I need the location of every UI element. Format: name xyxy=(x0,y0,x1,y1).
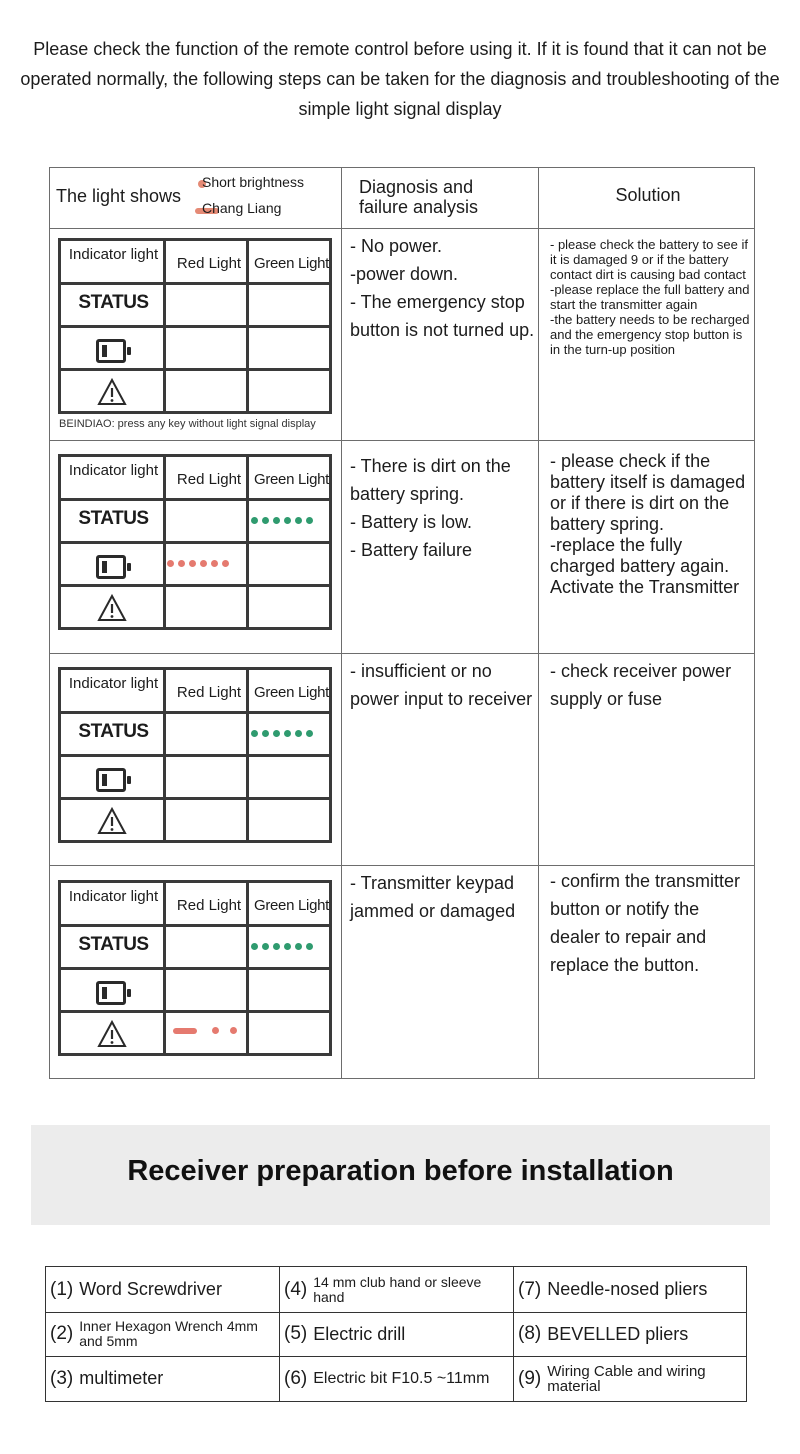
green-short-flash-dots xyxy=(251,517,313,524)
header-light-shows: The light shows xyxy=(56,186,182,206)
solution-text: - confirm the transmitter button or notify the dealer to repair and replace the button. xyxy=(550,871,741,975)
green-short-flash-dots xyxy=(251,730,313,737)
tool-item: (6) Electric bit F10.5 ~11mm xyxy=(284,1367,490,1389)
status-label: STATUS xyxy=(78,721,149,742)
indicator-light-label: Indicator light xyxy=(68,462,159,479)
solution-text: - check receiver power supply or fuse xyxy=(550,661,732,709)
table-divider xyxy=(50,653,754,654)
solution-text: - please check the battery to see if it is damaged 9 or if the battery contact dirt is causing bad contact -please replace the full battery and start the transmitter again -the battery needs to be recharged and the emergency stop button is in the turn-up position xyxy=(550,237,750,357)
legend-short: Short brightness xyxy=(202,174,304,190)
troubleshooting-table xyxy=(49,167,755,1079)
tool-item: (2) Inner Hexagon Wrench 4mm and 5mm xyxy=(50,1318,258,1349)
diagnosis-text: - No power. -power down. - The emergency stop button is not turned up. xyxy=(350,236,535,340)
red-short-flash-dots xyxy=(167,560,229,567)
tool-item: (4) 14 mm club hand or sleeve hand xyxy=(284,1273,482,1305)
tool-item: (7) Needle-nosed pliers xyxy=(518,1278,708,1300)
table-divider xyxy=(50,865,754,866)
table-divider xyxy=(538,168,539,1078)
tool-item: (5) Electric drill xyxy=(284,1323,406,1344)
table-divider xyxy=(341,168,342,1078)
status-label: STATUS xyxy=(78,934,149,955)
battery-icon xyxy=(96,339,126,363)
note-text: BEINDIAO: press any key without light signal display xyxy=(59,418,316,430)
status-label: STATUS xyxy=(78,292,149,313)
red-short-dot-icon xyxy=(212,1027,219,1034)
section-title: Receiver preparation before installation xyxy=(127,1155,674,1187)
status-label: STATUS xyxy=(78,508,149,529)
warning-icon xyxy=(97,593,127,623)
warning-icon xyxy=(97,1019,127,1049)
indicator-light-label: Indicator light xyxy=(68,888,159,905)
green-short-flash-dots xyxy=(251,943,313,950)
red-light-label: Red Light xyxy=(176,897,242,914)
tool-item: (3) multimeter xyxy=(50,1367,164,1389)
red-light-label: Red Light xyxy=(176,471,242,488)
green-light-label: Green Light xyxy=(253,255,330,272)
indicator-grid xyxy=(58,238,332,414)
table-divider xyxy=(50,440,754,441)
tool-item: (1) Word Screwdriver xyxy=(50,1278,222,1300)
indicator-light-label: Indicator light xyxy=(68,675,159,692)
solution-text: - please check if the battery itself is damaged or if there is dirt on the battery spring. -replace the fully charged battery again. Activate the Transmitter xyxy=(550,451,746,597)
intro-text: Please check the function of the remote control before using it. If it is found that it can not be operated normally, the following steps can be taken for the diagnosis and troubleshooting of the simple light signal display xyxy=(20,39,780,119)
warning-icon xyxy=(97,806,127,836)
indicator-grid xyxy=(58,667,332,843)
green-light-label: Green Light xyxy=(253,471,330,488)
table-divider xyxy=(50,228,754,229)
red-long-dash-icon xyxy=(173,1028,197,1034)
diagnosis-text: - Transmitter keypad jammed or damaged xyxy=(350,873,516,921)
indicator-grid xyxy=(58,880,332,1056)
section-banner xyxy=(31,1125,770,1225)
red-short-dot-icon xyxy=(230,1027,237,1034)
red-light-label: Red Light xyxy=(176,684,242,701)
battery-icon xyxy=(96,555,126,579)
indicator-grid xyxy=(58,454,332,630)
red-light-label: Red Light xyxy=(176,255,242,272)
legend-long: Chang Liang xyxy=(202,200,282,216)
header-diagnosis: Diagnosis and failure analysis xyxy=(359,177,479,217)
tool-item: (9) Wiring Cable and wiring material xyxy=(518,1362,706,1395)
battery-icon xyxy=(96,981,126,1005)
warning-icon xyxy=(97,377,127,407)
tool-item: (8) BEVELLED pliers xyxy=(518,1323,689,1344)
diagnosis-text: - insufficient or no power input to receiver xyxy=(350,661,533,709)
header-solution: Solution xyxy=(615,185,681,205)
green-light-label: Green Light xyxy=(253,897,330,914)
battery-icon xyxy=(96,768,126,792)
diagnosis-text: - There is dirt on the battery spring. - Battery is low. - Battery failure xyxy=(350,456,511,560)
tools-table xyxy=(45,1266,747,1402)
indicator-light-label: Indicator light xyxy=(68,246,159,263)
green-light-label: Green Light xyxy=(253,684,330,701)
